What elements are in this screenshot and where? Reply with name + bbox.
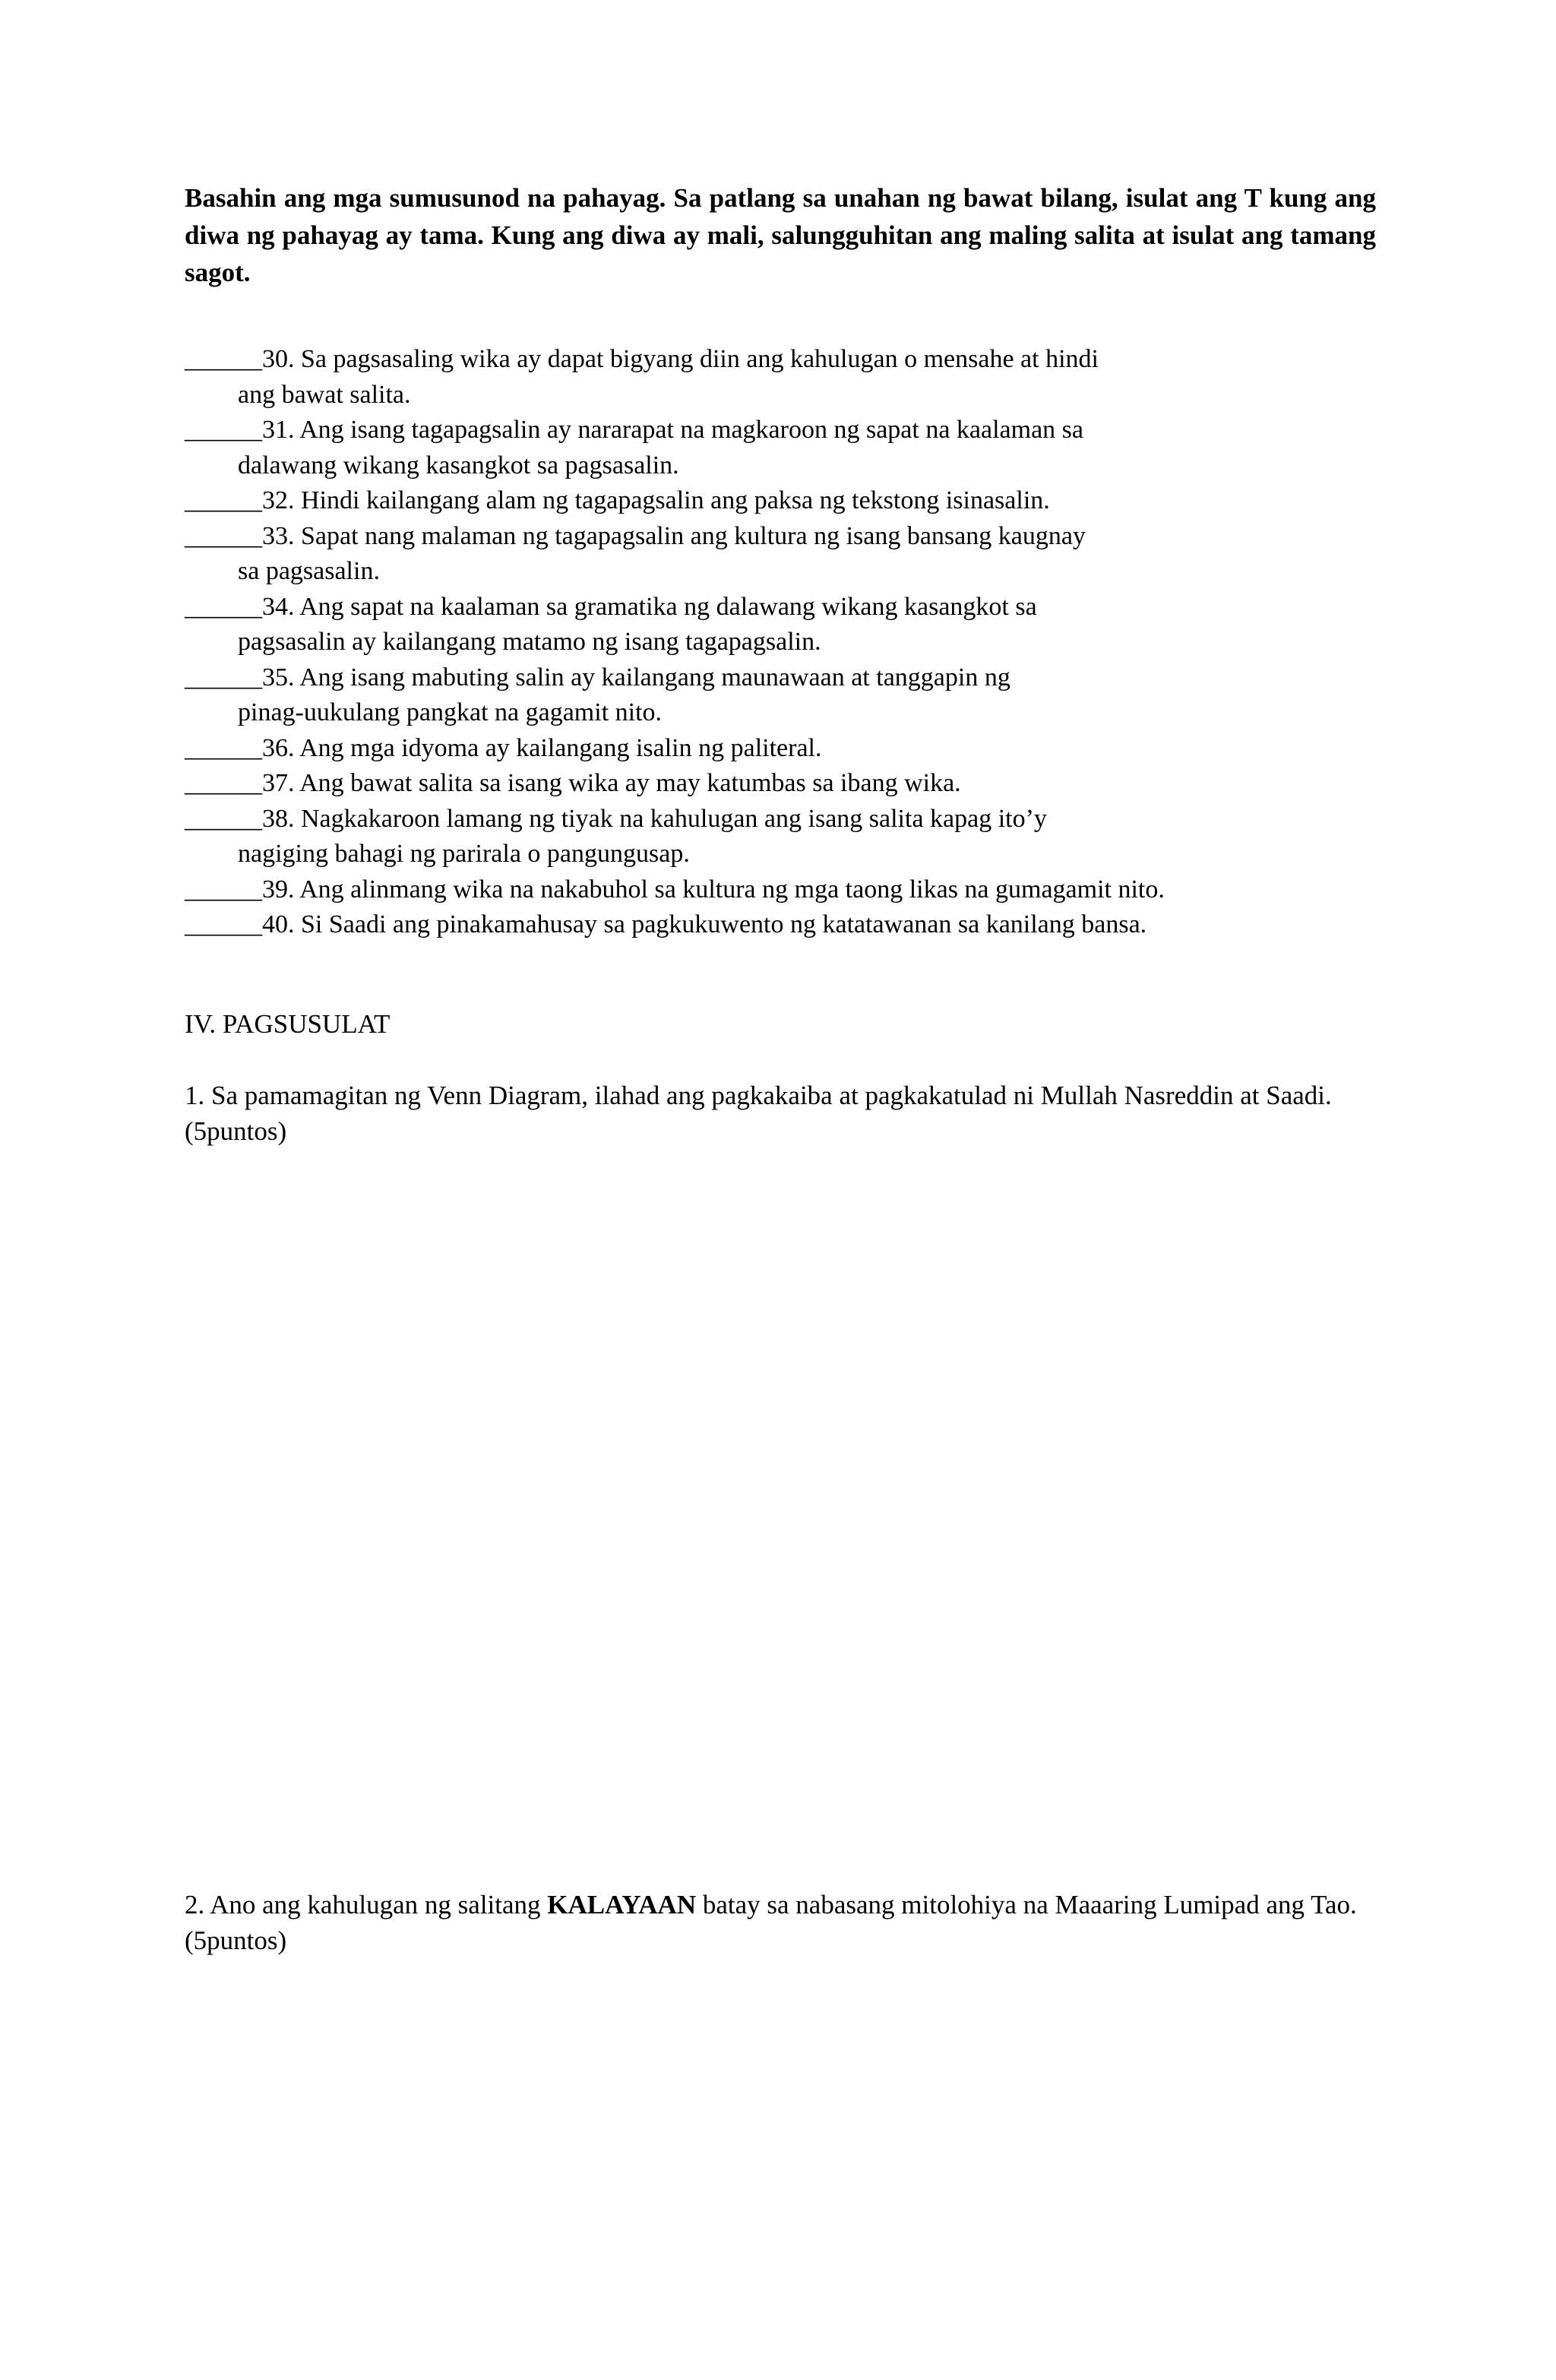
list-item (185, 802, 1415, 872)
list-item (185, 519, 1415, 590)
item-text: 36. Ang mga idyoma ay kailangang isalin ng paliteral. (262, 733, 822, 762)
list-item (185, 413, 1415, 483)
task-2-text-start: 2. Ano ang kahulugan ng salitang (185, 1890, 548, 1920)
list-item (185, 766, 1415, 802)
item-text: 34. Ang sapat na kaalaman sa gramatika ng dalawang wikang kasangkot sa (262, 592, 1037, 621)
answer-blank: ______ (185, 521, 262, 550)
task-2-bold-keyword: KALAYAAN (547, 1890, 697, 1920)
list-item (185, 590, 1415, 660)
item-text: 35. Ang isang mabuting salin ay kailangang maunawaan at tanggapin ng (262, 663, 1010, 692)
answer-blank: ______ (185, 733, 262, 762)
answer-blank: ______ (185, 416, 262, 444)
item-continuation: dalawang wikang kasangkot sa pagsasalin. (238, 451, 679, 479)
task-2-text-end: batay sa nabasang mitolohiya na Maaaring Lumipad ang Tao. (5puntos) (185, 1890, 1357, 1955)
item-text: 30. Sa pagsasaling wika ay dapat bigyang diin ang kahulugan o mensahe at hindi (262, 345, 1099, 373)
answer-blank: ______ (185, 875, 262, 904)
answer-blank: ______ (185, 486, 262, 514)
list-item (185, 907, 1415, 943)
answer-blank: ______ (185, 592, 262, 621)
answer-blank: ______ (185, 345, 262, 373)
item-text: 37. Ang bawat salita sa isang wika ay may katumbas sa ibang wika. (262, 769, 961, 797)
answer-blank: ______ (185, 804, 262, 833)
item-text: 32. Hindi kailangang alam ng tagapagsalin ang paksa ng tekstong isinasalin. (262, 486, 1050, 514)
instructions-paragraph: Basahin ang mga sumusunod na pahayag. Sa patlang sa unahan ng bawat bilang, isulat ang T kung ang diwa ng pahayag ay tama. Kung ang diwa ay mali, salungguhitan ang maling salita at isulat ang tamang sagot. (185, 183, 1376, 287)
writing-task-2 (185, 1887, 1370, 1958)
item-continuation: sa pagsasalin. (238, 557, 380, 585)
item-continuation: pagsasalin ay kailangang matamo ng isang tagapagsalin. (238, 628, 821, 656)
item-text: 33. Sapat nang malaman ng tagapagsalin ang kultura ng isang bansang kaugnay (262, 521, 1086, 550)
list-item (185, 483, 1415, 519)
item-continuation: pinag-uukulang pangkat na gagamit nito. (238, 698, 663, 726)
true-false-item-list (185, 342, 1415, 943)
item-text: 40. Si Saadi ang pinakamahusay sa pagkukuwento ng katatawanan sa kanilang bansa. (262, 910, 1147, 938)
item-continuation: ang bawat salita. (238, 380, 411, 409)
section-heading: IV. PAGSUSULAT (185, 1009, 391, 1039)
list-item (185, 342, 1415, 413)
answer-blank: ______ (185, 663, 262, 692)
list-item (185, 660, 1415, 731)
item-continuation: nagiging bahagi ng parirala o pangungusap. (238, 840, 690, 868)
item-text: 31. Ang isang tagapagsalin ay nararapat na magkaroon ng sapat na kaalaman sa (262, 416, 1083, 444)
item-text: 39. Ang alinmang wika na nakabuhol sa kultura ng mga taong likas na gumagamit nito. (262, 875, 1165, 904)
answer-blank: ______ (185, 769, 262, 797)
list-item (185, 731, 1415, 767)
answer-blank: ______ (185, 910, 262, 938)
list-item (185, 872, 1415, 908)
item-text: 38. Nagkakaroon lamang ng tiyak na kahulugan ang isang salita kapag ito’y (262, 804, 1047, 833)
writing-task-1: 1. Sa pamamagitan ng Venn Diagram, ilahad ang pagkakaiba at pagkakatulad ni Mullah Nasreddin at Saadi. (5puntos) (185, 1081, 1332, 1146)
